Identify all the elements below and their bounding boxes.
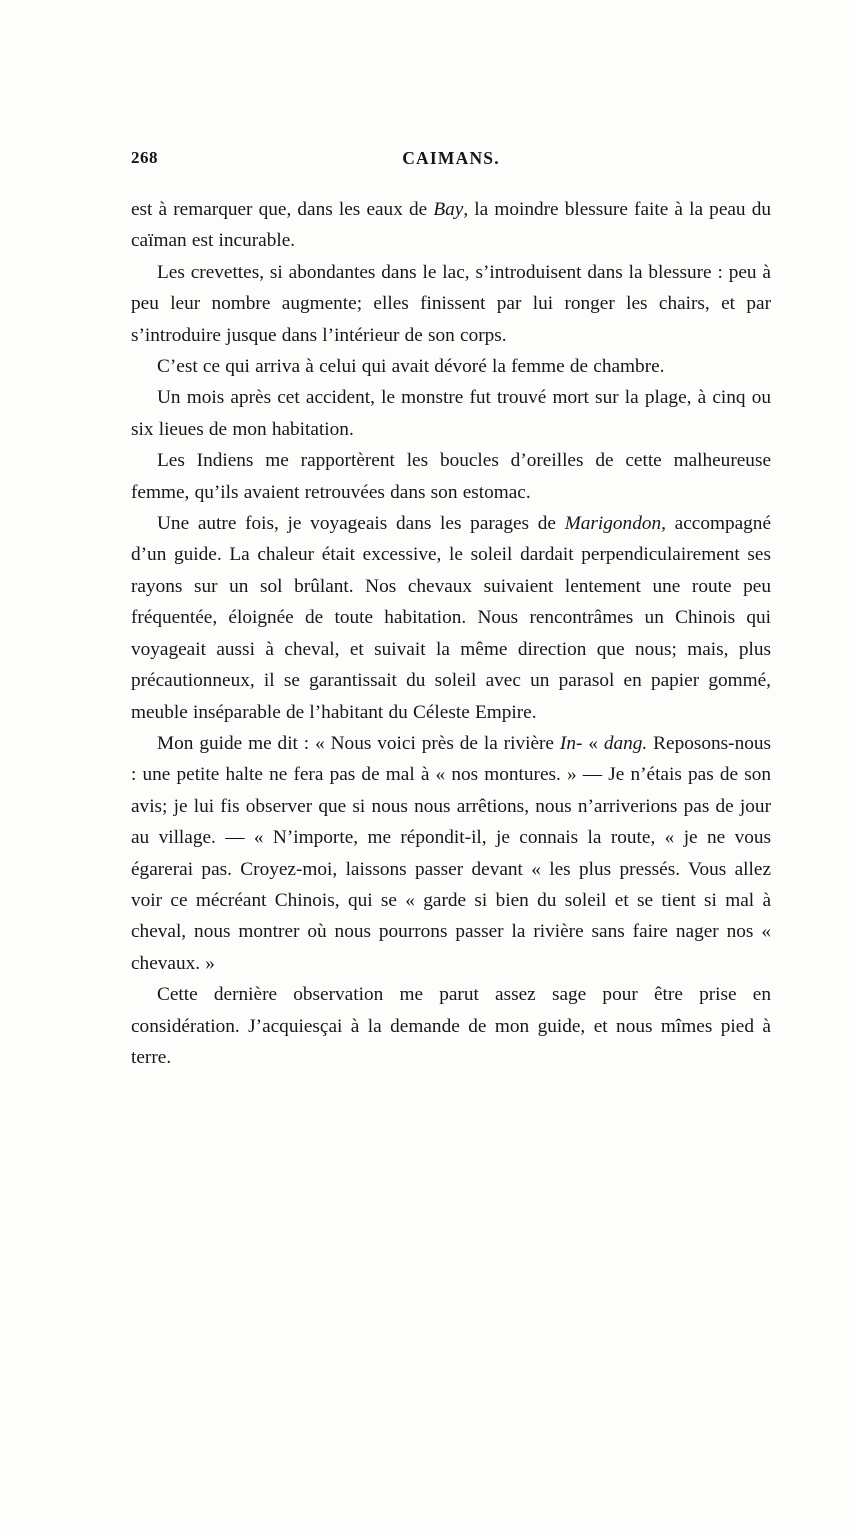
paragraph: Une autre fois, je voyageais dans les parages de Marigondon, accompagné d’un guide. La chaleur était excessive, le soleil dardait perpendiculairement ses rayons sur un sol brûlant. Nos chevaux suivaient lentement une route peu fréquentée, éloignée de toute habitation. Nous rencontrâmes un Chinois qui voyageait aussi à cheval, et suivait la même direction que nous; mais, plus précautionneux, il se garantissait du soleil avec un parasol en papier gommé, meuble inséparable de l’habitant du Céleste Empire. (131, 513, 772, 723)
running-head: CAIMANS. (402, 148, 500, 168)
page-header (131, 148, 771, 178)
italic-run: dang. (603, 732, 648, 754)
paragraph: Mon guide me dit : « Nous voici près de la rivière In- « dang. Reposons-nous : une petite halte ne fera pas de mal à « nos montures. » — Je n’étais pas de son avis; je lui fis observer que si nous nous arrêtions, nous n’arriverions pas de jour au village. — « N’importe, me répondit-il, je connais la route, « je ne vous égarerai pas. Croyez-moi, laissons passer devant « les plus pressés. Vous allez voir ce mécréant Chinois, qui se « garde si bien du soleil et se tient si mal à cheval, nous montrer où nous pourrons passer la rivière sans faire nager nos « chevaux. » (131, 732, 771, 974)
italic-run: Marigondon, (564, 513, 666, 535)
italic-run: Bay (433, 199, 464, 220)
italic-run: In- (559, 732, 583, 754)
paragraph: Les crevettes, si abondantes dans le lac, s’introduisent dans la blessure : peu à peu leur nombre augmente; elles finissent par lui ronger les chairs, et par s’introduire jusque dans l’intérieur de son corps. (131, 261, 771, 346)
paragraph: Un mois après cet accident, le monstre fut trouvé mort sur la plage, à cinq ou six lieues de mon habitation. (131, 387, 771, 440)
paragraph: Les Indiens me rapportèrent les boucles d’oreilles de cette malheureuse femme, qu’ils avaient retrouvées dans son estomac. (131, 450, 771, 503)
paragraph: est à remarquer que, dans les eaux de Bay, la moindre blessure faite à la peau du caïman est incurable. (131, 199, 771, 252)
paragraph: Cette dernière observation me parut assez sage pour être prise en considération. J’acquiesçai à la demande de mon guide, et nous mîmes pied à terre. (131, 984, 771, 1068)
page-content (131, 148, 771, 1073)
body-text (131, 194, 771, 1073)
paragraph: C’est ce qui arriva à celui qui avait dévoré la femme de chambre. (157, 356, 665, 378)
page-number: 268 (131, 148, 158, 167)
